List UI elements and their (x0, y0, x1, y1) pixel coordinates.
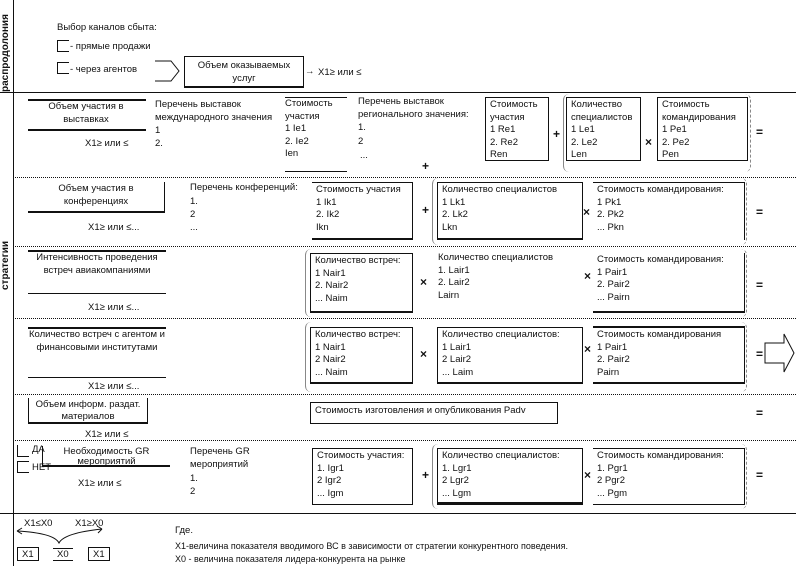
cost-box (312, 448, 413, 505)
text-label: 1. Igr1 (317, 462, 344, 474)
divider (0, 513, 796, 514)
intl-cost (285, 97, 347, 172)
text-label: Перечень конференций: (190, 182, 298, 193)
text-label: 1 (155, 125, 161, 136)
text-label: ... Laim (442, 366, 474, 378)
text-label: Стоимость командирования: (597, 184, 724, 195)
agents-checkbox[interactable] (57, 62, 69, 74)
text-label: = (756, 406, 764, 420)
text-label: × (584, 342, 592, 356)
text-label: ... (360, 150, 368, 161)
text-label: 2 Lgr2 (442, 475, 469, 486)
direct-sales-label: - прямые продажи (70, 41, 151, 52)
specialists-box (437, 182, 583, 240)
text-label: 2. Pk2 (597, 209, 624, 220)
production-cost-box: Стоимость изготовления и опубликования Padv (310, 402, 558, 424)
text-label: 1 Pe1 (662, 124, 687, 135)
row-divider (13, 318, 796, 319)
text-label: Pairn (597, 366, 620, 378)
text-label: X1≤X0 (24, 518, 53, 529)
text-label: = (756, 278, 764, 292)
text-label: Ikn (316, 221, 329, 233)
text-label: Где. (175, 525, 193, 536)
text-label: Ren (490, 149, 508, 160)
row-divider (13, 440, 796, 441)
text-label: 1. (190, 473, 198, 484)
text-label: Количество специалистов: (442, 450, 560, 461)
text-label: 1 Pk1 (597, 196, 622, 208)
text-label: × (645, 135, 653, 149)
text-label: × (420, 275, 428, 289)
trip-cost-box (593, 448, 745, 505)
services-volume-box: Объем оказываемых услуг (184, 56, 304, 88)
side-label-top: распродолония (0, 14, 11, 92)
arrow-icon: → (305, 66, 315, 77)
text-label: X1≥ или ≤... (88, 381, 140, 392)
text-label: 1 Ie1 (285, 123, 307, 134)
text-label: ... Naim (315, 292, 348, 304)
trip-cost-box (593, 182, 745, 240)
text-label: = (756, 468, 764, 482)
text-label: 1 Lair1 (442, 341, 472, 353)
reg-cost-box (485, 97, 549, 161)
text-label: Стоимость командирования (662, 99, 736, 123)
text-label: Lkn (442, 221, 458, 233)
text-label: × (584, 468, 592, 482)
text-label: 2 Igr2 (317, 475, 342, 486)
result-arrow-icon (764, 333, 796, 373)
vertical-axis-line (13, 0, 14, 566)
row3-title: Интенсивность проведения встреч авиакомпаниями (36, 252, 158, 276)
text-label: Стоимость участия (285, 98, 333, 122)
text-label: 2. Re2 (490, 136, 518, 148)
text-label: × (584, 269, 592, 283)
text-label: 1. Pgr1 (597, 462, 628, 474)
x1-left-box: X1 (17, 547, 39, 561)
text-label: 1 Pair1 (597, 341, 628, 353)
text-label: Стоимость командирования: (597, 450, 724, 461)
text-label: ... Pgm (597, 487, 628, 499)
text-label: X0 - величина показателя лидера-конкурента на рынке (175, 554, 406, 564)
text-label: 2. Lair2 (438, 277, 470, 288)
text-label: 1. Lgr1 (442, 462, 472, 474)
text-label: 2. Ie2 (285, 135, 309, 147)
text-label: Количество специалистов: (442, 329, 560, 340)
text-label: ... (190, 222, 198, 233)
channels-title: Выбор каналов сбыта: (57, 22, 157, 33)
text-label: Стоимость участия (490, 99, 538, 123)
text-label: НЕТ (32, 462, 51, 473)
text-label: 2. Ik2 (316, 209, 340, 220)
text-label: 1 Nair1 (315, 341, 346, 353)
divider (0, 92, 796, 93)
text-label: ДА (32, 444, 45, 455)
no-checkbox[interactable] (17, 461, 29, 473)
line (28, 293, 166, 294)
specialists (438, 252, 553, 302)
meetings-box (310, 253, 413, 313)
text-label: 2 Lair2 (442, 354, 472, 365)
text-label: = (756, 205, 764, 219)
yes-checkbox[interactable] (17, 445, 29, 457)
text-label: Ien (285, 148, 299, 159)
specialists-box (566, 97, 641, 161)
x1-right-box: X1 (88, 547, 110, 561)
text-label: 2 Pgr2 (597, 475, 625, 486)
row2-condition: X1≥ или ≤... (88, 222, 140, 233)
text-label: 2. Pe2 (662, 136, 690, 148)
text-label: X1≥ или ≤ (85, 429, 129, 440)
text-label: + (553, 127, 561, 141)
text-label: 2. Nair2 (315, 280, 349, 291)
text-label: ... Naim (315, 366, 348, 378)
plus-operator: + (422, 159, 430, 173)
text-label: Стоимость участия: (317, 450, 405, 461)
text-label: X1-величина показателя вводимого ВС в зависимости от стратегии конкурентного поведения. (175, 541, 569, 551)
text-label: 1. Lair1 (438, 264, 470, 276)
row5-title: Объем информ. раздат. материалов (28, 398, 148, 424)
trip-cost-box (593, 253, 745, 313)
text-label: × (420, 347, 428, 361)
text-label: 1 Pair1 (597, 266, 628, 278)
intl-list-title: Перечень выставок международного значения (155, 99, 273, 123)
text-label: Стоимость командирования (597, 329, 722, 340)
line (28, 377, 166, 378)
x0-label: X0 (53, 548, 73, 561)
text-label: Количество специалистов (571, 99, 633, 123)
text-label: 1 Nair1 (315, 267, 346, 279)
row-divider (13, 394, 796, 395)
text-label: Стоимость командирования: (597, 254, 724, 265)
relation-arrows-icon (14, 525, 104, 545)
text-label: Pen (662, 149, 679, 160)
row-divider (13, 246, 796, 247)
row6-title: Необходимость GR мероприятий (42, 446, 170, 467)
text-label: = (756, 347, 764, 361)
text-label: ... Pkn (597, 221, 624, 233)
text-label: X1≥ или ≤... (88, 302, 140, 313)
side-label-strategy: стратегии (0, 240, 11, 290)
text-label: 1 Le1 (571, 124, 595, 135)
text-label: 2. Le2 (571, 136, 598, 148)
agents-label: - через агентов (70, 64, 138, 75)
specialists-box (437, 448, 583, 505)
text-label: = (756, 125, 764, 139)
text-label: Стоимость участия (316, 184, 401, 195)
text-label: 1. (190, 196, 198, 207)
row4-title: Количество встреч с агентом и финансовыми институтами (28, 329, 165, 353)
row1-condition: X1≥ или ≤ (85, 138, 129, 149)
text-label: 1 Ik1 (316, 196, 337, 208)
text-label: Len (571, 149, 587, 160)
text-label: 2 (190, 209, 196, 220)
row1-title: Объем участия в выставках (48, 101, 124, 125)
text-label: 2 (190, 486, 196, 497)
text-label: Lairn (438, 289, 460, 301)
row2-title: Объем участия в конференциях (28, 182, 165, 213)
text-label: ... Lgm (442, 487, 472, 499)
text-label: X1≥ или ≤ (78, 478, 122, 489)
text-label: ... Igm (317, 487, 344, 499)
text-label: X1≥X0 (75, 518, 104, 529)
text-label: Количество специалистов (438, 252, 554, 263)
direct-sales-checkbox[interactable] (57, 40, 69, 52)
text-label: 2. (155, 138, 163, 149)
text-label: 1 Re1 (490, 124, 516, 135)
text-label: 1 Lk1 (442, 196, 466, 208)
text-label: ... Pairn (597, 291, 630, 303)
channels-condition: X1≥ или ≤ (318, 67, 362, 78)
text-label: + (422, 203, 430, 217)
line (28, 129, 146, 131)
text-label: × (583, 205, 591, 219)
text-label: Количество встреч: (315, 329, 401, 340)
specialists-box (437, 327, 583, 384)
text-label: Количество встреч: (315, 255, 401, 266)
text-label: + (422, 468, 430, 482)
text-label: Перечень GR мероприятий (190, 446, 250, 470)
arrow-right-icon (155, 56, 183, 86)
text-label: 2. Pair2 (597, 279, 630, 290)
text-label: 2 (358, 136, 364, 147)
meetings-box (310, 327, 413, 384)
text-label: 2. Lk2 (442, 209, 468, 220)
reg-list-title: Перечень выставок регионального значения: (358, 96, 469, 120)
text-label: 1. (358, 122, 366, 133)
text-label: 2. Pair2 (597, 354, 630, 365)
cost-box (312, 182, 413, 240)
trip-cost-box (593, 326, 745, 384)
text-label: 2 Nair2 (315, 354, 346, 365)
text-label: Количество специалистов (442, 184, 558, 195)
trip-cost-box (657, 97, 748, 161)
